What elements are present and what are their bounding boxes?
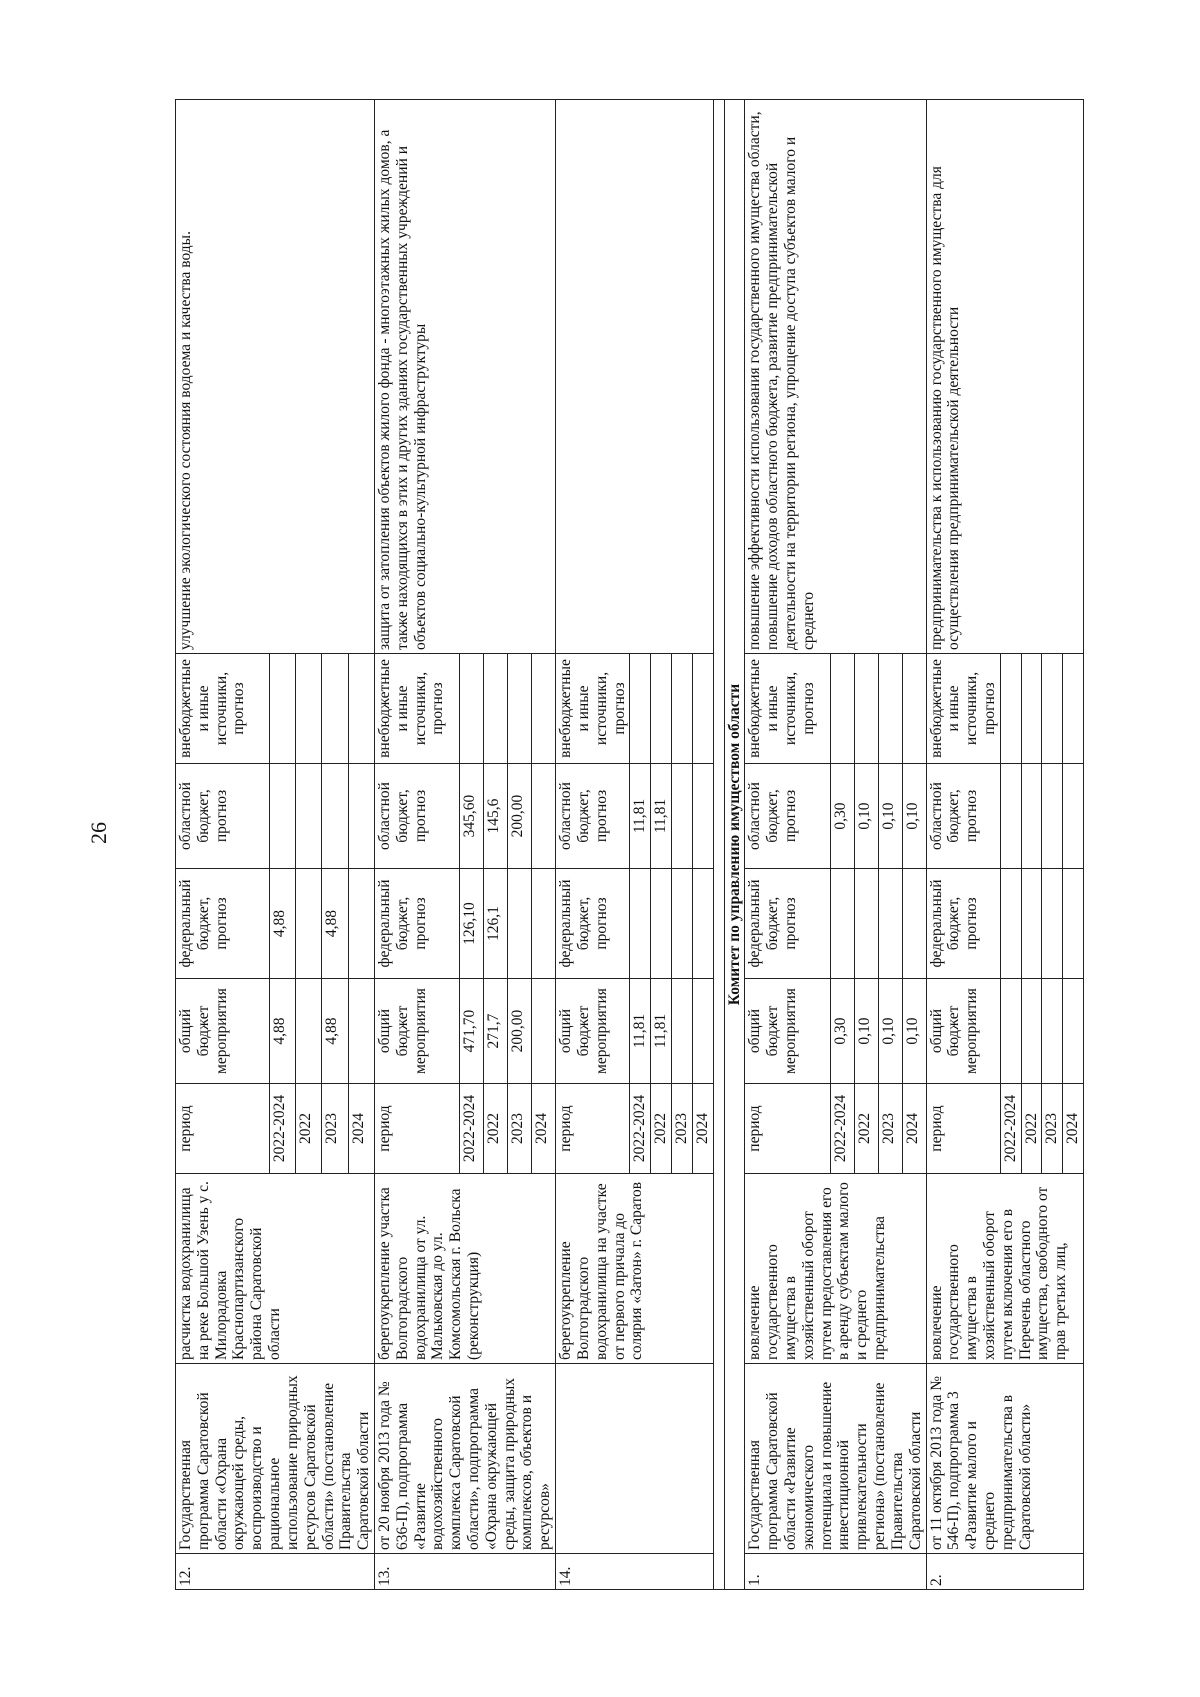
year-cell: 2024 bbox=[692, 1084, 713, 1174]
total-value: 11,81 bbox=[651, 979, 672, 1084]
federal-value bbox=[830, 869, 854, 979]
federal-value bbox=[296, 869, 322, 979]
measure-cell: вовлечение государственного имущества в хозяйственный оборот путем включения его в Перечень областного имущества, свободного от прав третьих лиц, bbox=[926, 1174, 1084, 1364]
program-cell: от 11 октября 2013 года № 546-П), подпрограмма 3 «Развитие малого и среднего предпринимательства в Саратовской области» bbox=[926, 1364, 1084, 1554]
regional-value bbox=[1063, 764, 1084, 869]
table-row bbox=[556, 100, 630, 1590]
result-cell: предпринимательства к использованию государственного имущества для осуществления предпринимательской деятельности bbox=[926, 100, 1084, 654]
federal-value bbox=[348, 869, 374, 979]
regional-value bbox=[348, 764, 374, 869]
table-row bbox=[745, 100, 830, 1590]
extra-value bbox=[269, 654, 295, 764]
federal-value bbox=[532, 869, 556, 979]
extra-value bbox=[1063, 654, 1084, 764]
header-extra: внебюджетные и иные источники, прогноз bbox=[926, 654, 1000, 764]
program-cell: Государственная программа Саратовской области «Охрана окружающей среды, воспроизводство и рациональное использование природных ресурсов Саратовской области» (постановление Правительства Саратовской области bbox=[176, 1364, 375, 1554]
total-value: 200,00 bbox=[508, 979, 532, 1084]
section-title: Комитет по управлению имуществом области bbox=[724, 100, 745, 1590]
regional-value bbox=[1042, 764, 1063, 869]
header-total: общий бюджет мероприятия bbox=[926, 979, 1000, 1084]
regional-value bbox=[532, 764, 556, 869]
regional-value: 0,10 bbox=[902, 764, 926, 869]
header-extra: внебюджетные и иные источники, прогноз bbox=[176, 654, 270, 764]
header-period: период bbox=[374, 1084, 459, 1174]
regional-value bbox=[671, 764, 692, 869]
federal-value bbox=[651, 869, 672, 979]
header-period: период bbox=[176, 1084, 270, 1174]
year-cell: 2022-2024 bbox=[830, 1084, 854, 1174]
total-value bbox=[348, 979, 374, 1084]
table-row bbox=[176, 100, 270, 1590]
total-value: 4,88 bbox=[269, 979, 295, 1084]
header-period: период bbox=[556, 1084, 630, 1174]
federal-value bbox=[1021, 869, 1042, 979]
regional-value bbox=[269, 764, 295, 869]
extra-value bbox=[348, 654, 374, 764]
extra-value bbox=[484, 654, 508, 764]
extra-value bbox=[1000, 654, 1021, 764]
header-total: общий бюджет мероприятия bbox=[176, 979, 270, 1084]
header-total: общий бюджет мероприятия bbox=[745, 979, 830, 1084]
extra-value bbox=[671, 654, 692, 764]
program-cell bbox=[556, 1364, 714, 1554]
header-period: период bbox=[926, 1084, 1000, 1174]
total-value bbox=[1000, 979, 1021, 1084]
result-cell: улучшение экологического состояния водоема и качества воды. bbox=[176, 100, 375, 654]
extra-value bbox=[854, 654, 878, 764]
header-extra: внебюджетные и иные источники, прогноз bbox=[745, 654, 830, 764]
table-row bbox=[374, 100, 459, 1590]
header-federal: федеральный бюджет, прогноз bbox=[926, 869, 1000, 979]
extra-value bbox=[532, 654, 556, 764]
measure-cell: берегоукрепление участка Волгоградского водохранилища от ул. Мальковская до ул. Комсомольская г. Вольска (реконструкция) bbox=[374, 1174, 555, 1364]
header-federal: федеральный бюджет, прогноз bbox=[556, 869, 630, 979]
section-gap bbox=[713, 100, 724, 1590]
year-cell: 2022 bbox=[1021, 1084, 1042, 1174]
header-regional: областной бюджет, прогноз bbox=[374, 764, 459, 869]
extra-value bbox=[296, 654, 322, 764]
federal-value bbox=[1042, 869, 1063, 979]
header-total: общий бюджет мероприятия bbox=[556, 979, 630, 1084]
total-value: 0,10 bbox=[902, 979, 926, 1084]
regional-value bbox=[692, 764, 713, 869]
federal-value: 126,10 bbox=[460, 869, 484, 979]
year-cell: 2022-2024 bbox=[1000, 1084, 1021, 1174]
year-cell: 2022 bbox=[854, 1084, 878, 1174]
header-total: общий бюджет мероприятия bbox=[374, 979, 459, 1084]
measure-cell: расчистка водохранилища на реке Большой Узень у с. Милорадовка Краснопартизанского района Саратовской области bbox=[176, 1174, 375, 1364]
extra-value bbox=[830, 654, 854, 764]
year-cell: 2024 bbox=[902, 1084, 926, 1174]
regional-value bbox=[322, 764, 348, 869]
total-value: 0,10 bbox=[854, 979, 878, 1084]
regional-value: 11,81 bbox=[630, 764, 651, 869]
table-row bbox=[926, 100, 1000, 1590]
row-number: 13. bbox=[374, 1554, 555, 1590]
extra-value bbox=[692, 654, 713, 764]
total-value: 11,81 bbox=[630, 979, 651, 1084]
program-cell: Государственная программа Саратовской области «Развитие экономического потенциала и повышение инвестиционной привлекательности региона» (постановление Правительства Саратовской области bbox=[745, 1364, 926, 1554]
extra-value bbox=[651, 654, 672, 764]
federal-value bbox=[1063, 869, 1084, 979]
federal-value: 126,1 bbox=[484, 869, 508, 979]
header-federal: федеральный бюджет, прогноз bbox=[745, 869, 830, 979]
year-cell: 2024 bbox=[1063, 1084, 1084, 1174]
year-cell: 2024 bbox=[532, 1084, 556, 1174]
total-value bbox=[692, 979, 713, 1084]
extra-value bbox=[460, 654, 484, 764]
year-cell: 2022-2024 bbox=[269, 1084, 295, 1174]
year-cell: 2023 bbox=[878, 1084, 902, 1174]
total-value: 471,70 bbox=[460, 979, 484, 1084]
extra-value bbox=[1042, 654, 1063, 764]
total-value: 4,88 bbox=[322, 979, 348, 1084]
regional-value bbox=[1000, 764, 1021, 869]
rotated-table-wrapper bbox=[175, 100, 1082, 1590]
total-value bbox=[1063, 979, 1084, 1084]
extra-value bbox=[322, 654, 348, 764]
measure-cell: вовлечение государственного имущества в хозяйственный оборот путем предоставления его в аренду субъектам малого и среднего предпринимательства bbox=[745, 1174, 926, 1364]
total-value bbox=[532, 979, 556, 1084]
total-value: 271,7 bbox=[484, 979, 508, 1084]
measure-cell: берегоукрепление Волгоградского водохранилища на участке от первого причала до солярия «Затон» г. Саратов bbox=[556, 1174, 714, 1364]
result-cell bbox=[556, 100, 714, 654]
measures-table bbox=[175, 99, 1084, 1590]
result-cell: защита от затопления объектов жилого фонда - многоэтажных жилых домов, а также находящихся в этих и других зданиях государственных учреждений и объектов социально-культурной инфраструктуры bbox=[374, 100, 555, 654]
header-regional: областной бюджет, прогноз bbox=[745, 764, 830, 869]
row-number: 2. bbox=[926, 1554, 1084, 1590]
year-cell: 2023 bbox=[1042, 1084, 1063, 1174]
header-regional: областной бюджет, прогноз bbox=[556, 764, 630, 869]
year-cell: 2023 bbox=[671, 1084, 692, 1174]
regional-value: 345,60 bbox=[460, 764, 484, 869]
total-value bbox=[1021, 979, 1042, 1084]
regional-value: 0,10 bbox=[854, 764, 878, 869]
federal-value bbox=[1000, 869, 1021, 979]
federal-value bbox=[671, 869, 692, 979]
header-regional: областной бюджет, прогноз bbox=[176, 764, 270, 869]
header-extra: внебюджетные и иные источники, прогноз bbox=[556, 654, 630, 764]
federal-value bbox=[902, 869, 926, 979]
extra-value bbox=[902, 654, 926, 764]
extra-value bbox=[508, 654, 532, 764]
extra-value bbox=[878, 654, 902, 764]
federal-value bbox=[508, 869, 532, 979]
header-regional: областной бюджет, прогноз bbox=[926, 764, 1000, 869]
regional-value: 145,6 bbox=[484, 764, 508, 869]
regional-value: 0,30 bbox=[830, 764, 854, 869]
page-number: 26 bbox=[86, 822, 111, 844]
year-cell: 2024 bbox=[348, 1084, 374, 1174]
header-federal: федеральный бюджет, прогноз bbox=[176, 869, 270, 979]
year-cell: 2023 bbox=[322, 1084, 348, 1174]
federal-value bbox=[854, 869, 878, 979]
header-period: период bbox=[745, 1084, 830, 1174]
year-cell: 2022 bbox=[296, 1084, 322, 1174]
total-value bbox=[671, 979, 692, 1084]
regional-value: 200,00 bbox=[508, 764, 532, 869]
federal-value bbox=[878, 869, 902, 979]
extra-value bbox=[1021, 654, 1042, 764]
federal-value bbox=[630, 869, 651, 979]
year-cell: 2022 bbox=[484, 1084, 508, 1174]
regional-value bbox=[296, 764, 322, 869]
regional-value bbox=[1021, 764, 1042, 869]
header-extra: внебюджетные и иные источники, прогноз bbox=[374, 654, 459, 764]
total-value: 0,30 bbox=[830, 979, 854, 1084]
federal-value bbox=[692, 869, 713, 979]
total-value bbox=[296, 979, 322, 1084]
year-cell: 2023 bbox=[508, 1084, 532, 1174]
federal-value: 4,88 bbox=[322, 869, 348, 979]
regional-value: 11,81 bbox=[651, 764, 672, 869]
total-value: 0,10 bbox=[878, 979, 902, 1084]
header-federal: федеральный бюджет, прогноз bbox=[374, 869, 459, 979]
result-cell: повышение эффективности использования государственного имущества области, повышение доходов областного бюджета, развитие предпринимательской деятельности на территории региона, упрощение доступа субъектов малого и среднего bbox=[745, 100, 926, 654]
row-number: 12. bbox=[176, 1554, 375, 1590]
year-cell: 2022-2024 bbox=[630, 1084, 651, 1174]
year-cell: 2022 bbox=[651, 1084, 672, 1174]
row-number: 1. bbox=[745, 1554, 926, 1590]
year-cell: 2022-2024 bbox=[460, 1084, 484, 1174]
total-value bbox=[1042, 979, 1063, 1084]
federal-value: 4,88 bbox=[269, 869, 295, 979]
regional-value: 0,10 bbox=[878, 764, 902, 869]
row-number: 14. bbox=[556, 1554, 714, 1590]
extra-value bbox=[630, 654, 651, 764]
program-cell: от 20 ноября 2013 года № 636-П), подпрограмма «Развитие водохозяйственного комплекса Саратовской области», подпрограмма «Охрана окружающей среды, защита природных комплексов, объектов и ресурсов» bbox=[374, 1364, 555, 1554]
